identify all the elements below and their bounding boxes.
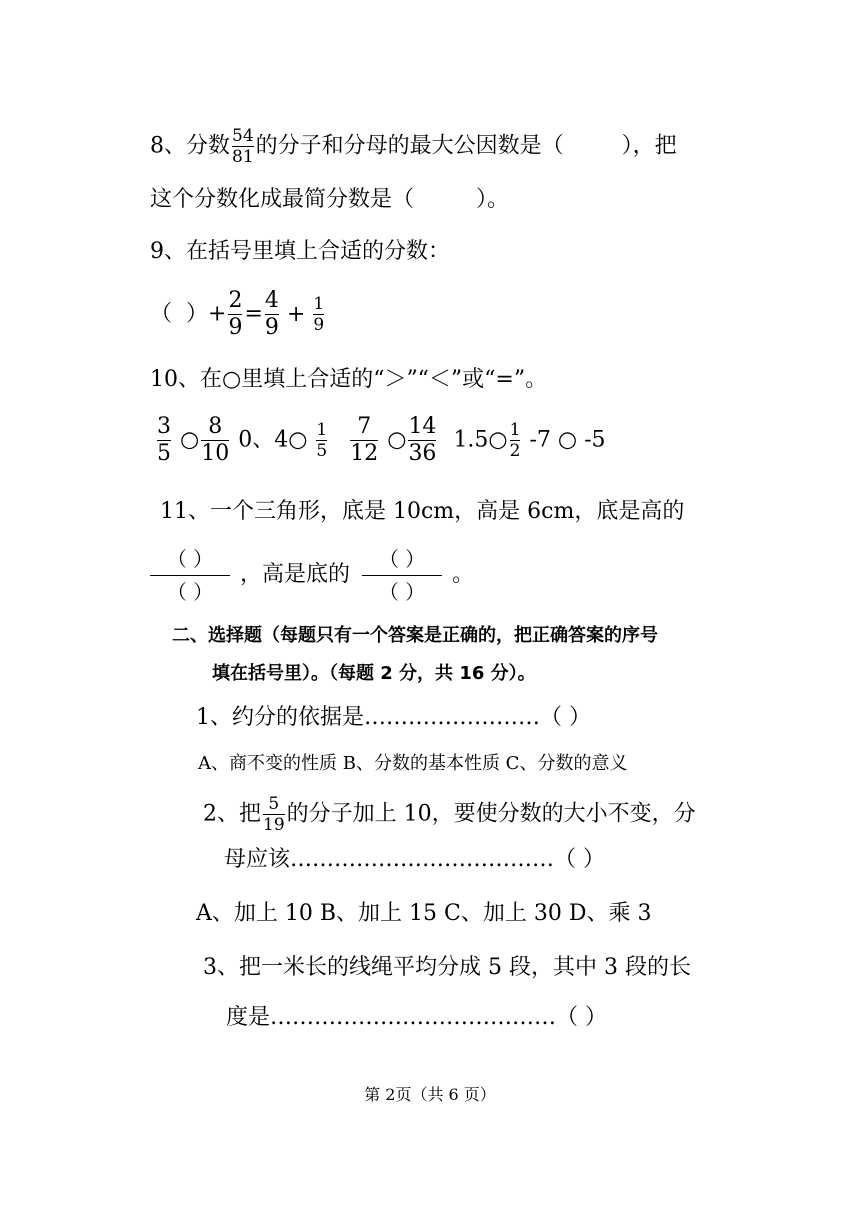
q11-blank2-top: （ ）: [378, 547, 426, 571]
q10-frac-a: [157, 414, 171, 467]
q11-blank-fraction-2: [362, 543, 442, 608]
q10-frac-a-den: 5: [157, 441, 171, 466]
q10-circle-2: ○: [387, 427, 407, 453]
c3-line1: 3、把一米长的线绳平均分成 5 段，其中 3 段的长: [203, 955, 691, 980]
section2-heading-line1: 二、选择题（每题只有一个答案是正确的，把正确答案的序号: [172, 625, 658, 646]
c2-frac-den: 19: [263, 815, 285, 835]
q10-title: 10、在○里填上合适的“＞”“＜”或“=”。: [150, 367, 548, 392]
q8-prefix: 8、分数: [150, 133, 230, 159]
q9-close: ）+: [186, 301, 227, 327]
q10-tail: -7 ○ -5: [529, 427, 606, 453]
q8-mid: 的分子和分母的最大公因数是（: [255, 133, 564, 159]
q10-comparisons: [155, 414, 606, 467]
c3-line2: 度是…………………………………（ ）: [226, 1005, 607, 1030]
q8-line2-text: 这个分数化成最简分数是（: [150, 187, 415, 212]
q8-line1: [150, 126, 677, 167]
q9-open: （: [150, 301, 173, 327]
c2-frac-num: 5: [268, 794, 280, 814]
q8-end: ），把: [621, 133, 677, 159]
q9-frac3-den: 9: [313, 315, 325, 335]
q9-eq: =: [244, 301, 263, 327]
q10-frac-b: [201, 414, 229, 467]
q8-frac-num: 54: [232, 126, 254, 146]
q9-frac1-den: 9: [228, 315, 243, 340]
q10-frac-b-den: 10: [201, 441, 230, 466]
q10-mid1: 0、4○: [238, 427, 308, 453]
q11-blank1-bot: （ ）: [166, 580, 214, 604]
q10-frac-c-den: 5: [316, 441, 328, 461]
q11-blank1-top: （ ）: [166, 547, 214, 571]
q11-blank-fraction-1: [150, 543, 230, 608]
q9-frac2-den: 9: [264, 315, 279, 340]
q10-frac-d: [350, 414, 378, 467]
section2-heading-line2: 填在括号里）。（每题 2 分，共 16 分）。: [212, 663, 536, 684]
q8-frac-den: 81: [232, 147, 254, 167]
q10-frac-a-num: 3: [157, 414, 171, 439]
q10-frac-f-num: 1: [509, 420, 521, 440]
q9-frac2: [265, 288, 279, 341]
q9-plus: +: [286, 301, 306, 327]
q10-frac-f-den: 2: [509, 441, 521, 461]
q9-title: 9、在括号里填上合适的分数：: [150, 239, 450, 264]
q9-frac2-num: 4: [264, 288, 279, 313]
page-footer: 第 2页（共 6 页）: [364, 1085, 496, 1104]
c2-rest: 的分子加上 10，要使分数的大小不变，分: [286, 801, 696, 827]
c2-options: A、加上 10 B、加上 15 C、加上 30 D、乘 3: [196, 901, 652, 926]
q10-frac-e-den: 36: [408, 441, 437, 466]
q11-mid: ，高是底的: [240, 562, 351, 587]
c1-options: A、商不变的性质 B、分数的基本性质 C、分数的意义: [198, 753, 628, 774]
c2-line2: 母应该………………………………（ ）: [224, 847, 605, 872]
q8-line2-end: ）。: [476, 187, 510, 212]
q10-frac-e: [408, 414, 436, 467]
q10-frac-e-num: 14: [408, 414, 437, 439]
q10-mid2: 1.5○: [453, 427, 508, 453]
q10-circle-1: ○: [180, 427, 200, 453]
c2-prefix: 2、把: [203, 801, 261, 827]
c1-stem: 1、约分的依据是……………………（ ）: [196, 705, 591, 730]
q8-line2: [150, 186, 509, 214]
q11-blank2-bot: （ ）: [378, 580, 426, 604]
q10-frac-c-num: 1: [316, 420, 328, 440]
q9-equation: [150, 288, 326, 341]
q10-frac-d-den: 12: [350, 441, 379, 466]
c2-fraction: [263, 794, 285, 835]
q9-frac3-num: 1: [313, 294, 325, 314]
c2-line1: [203, 794, 696, 835]
q10-frac-b-num: 8: [208, 414, 223, 439]
q8-fraction: [232, 126, 254, 167]
q9-frac1-num: 2: [228, 288, 243, 313]
q11-line1: 11、一个三角形，底是 10cm，高是 6cm，底是高的: [160, 499, 685, 524]
q9-frac1: [228, 288, 242, 341]
q10-frac-d-num: 7: [357, 414, 372, 439]
q10-frac-f: [510, 420, 521, 461]
q9-frac3: [313, 294, 324, 335]
q11-end: 。: [452, 562, 475, 587]
q10-frac-c: [316, 420, 327, 461]
